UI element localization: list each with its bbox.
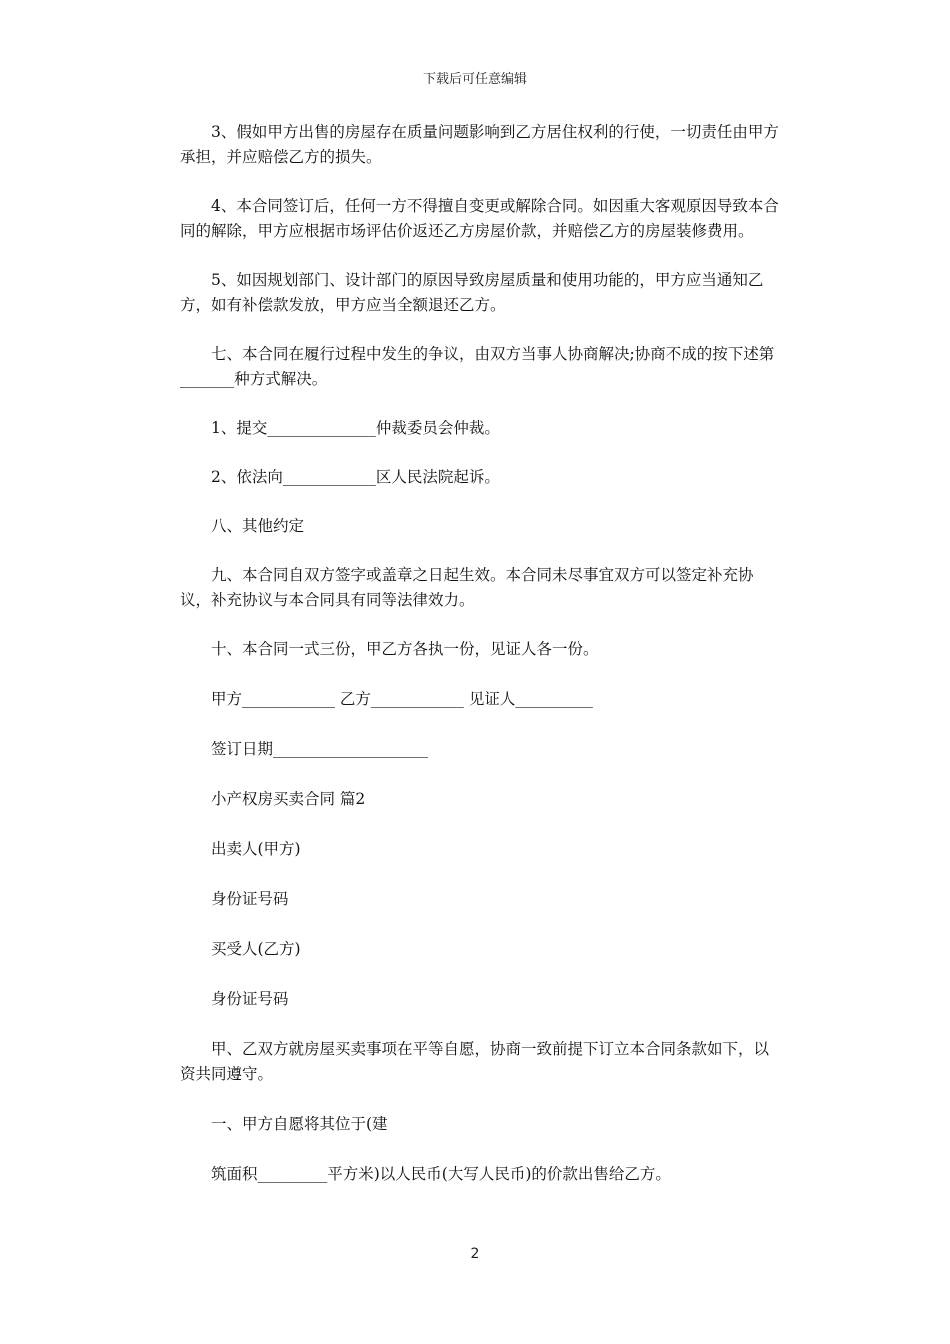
- section-8: 八、其他约定: [211, 517, 305, 535]
- section-7-option-1: 1、提交______________仲裁委员会仲裁。: [211, 419, 500, 437]
- buyer-line: 买受人(乙方): [211, 940, 301, 958]
- document-body: [180, 120, 780, 1187]
- section-10: 十、本合同一式三份，甲乙方各执一份，见证人各一份。: [211, 640, 599, 658]
- clause-5: 5、如因规划部门、设计部门的原因导致房屋质量和使用功能的，甲方应当通知乙方，如有补偿款发放，甲方应当全额退还乙方。: [180, 271, 764, 314]
- article-1: 一、甲方自愿将其位于(建: [211, 1115, 388, 1133]
- clause-4: 4、本合同签订后，任何一方不得擅自变更或解除合同。如因重大客观原因导致本合同的解除，甲方应根据市场评估价返还乙方房屋价款，并赔偿乙方的房屋装修费用。: [180, 197, 779, 240]
- clause-3: 3、假如甲方出售的房屋存在质量问题影响到乙方居住权利的行使，一切责任由甲方承担，并应赔偿乙方的损失。: [180, 123, 779, 166]
- page-number: 2: [470, 1246, 480, 1262]
- seller-line: 出卖人(甲方): [211, 840, 301, 858]
- section-9: 九、本合同自双方签字或盖章之日起生效。本合同未尽事宜双方可以签定补充协议，补充协议与本合同具有同等法律效力。: [180, 566, 754, 609]
- contract-title: 小产权房买卖合同 篇2: [211, 790, 366, 808]
- section-7-option-2: 2、依法向____________区人民法院起诉。: [211, 468, 500, 486]
- section-7: 七、本合同在履行过程中发生的争议，由双方当事人协商解决;协商不成的按下述第_______种方式解决。: [180, 345, 775, 388]
- page-header: 下载后可任意编辑: [422, 72, 527, 87]
- sign-date-line: 签订日期____________________: [211, 740, 429, 758]
- preamble: 甲、乙双方就房屋买卖事项在平等自愿，协商一致前提下订立本合同条款如下，以资共同遵守。: [180, 1040, 770, 1083]
- signature-line: 甲方____________ 乙方____________ 见证人__________: [211, 690, 593, 708]
- seller-id-line: 身份证号码: [211, 890, 289, 908]
- buyer-id-line: 身份证号码: [211, 990, 289, 1008]
- article-1-cont: 筑面积_________平方米)以人民币(大写人民币)的价款出售给乙方。: [211, 1165, 671, 1183]
